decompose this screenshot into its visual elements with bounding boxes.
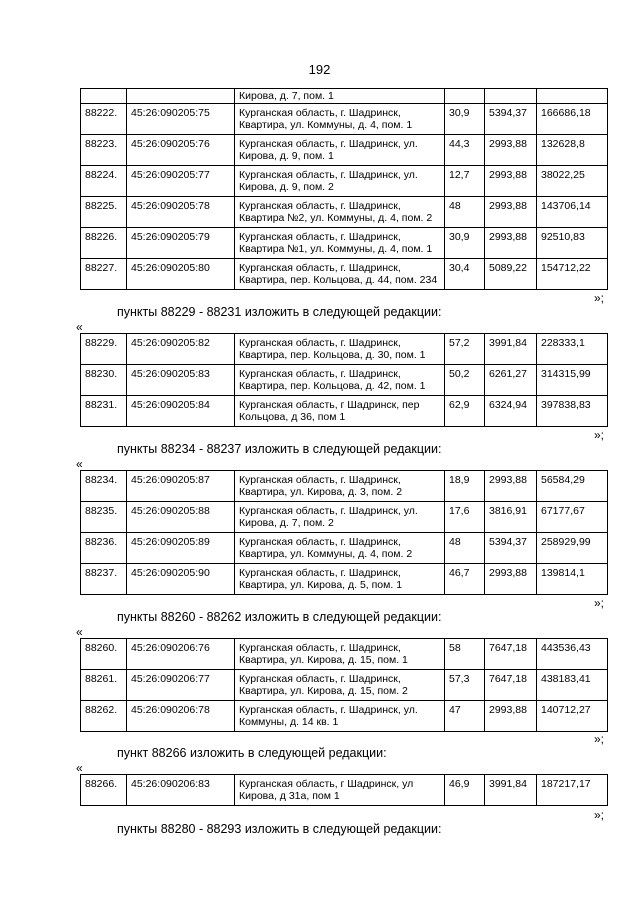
cell-total-value: 314315,99 bbox=[537, 365, 608, 396]
cell-area: 50,2 bbox=[445, 365, 485, 396]
cell-area: 46,7 bbox=[445, 564, 485, 595]
cell-item-number: 88223. bbox=[81, 135, 127, 166]
cell-total-value: 166686,18 bbox=[537, 104, 608, 135]
cell-unit-value: 2993,88 bbox=[485, 135, 537, 166]
cell-area: 30,9 bbox=[445, 104, 485, 135]
cell-area: 58 bbox=[445, 639, 485, 670]
cell-unit-value: 2993,88 bbox=[485, 471, 537, 502]
table-row bbox=[81, 89, 608, 104]
table-row bbox=[81, 135, 608, 166]
table-row bbox=[81, 639, 608, 670]
cell-address: Курганская область, г. Шадринск, Квартира №1, ул. Коммуны, д. 4, пом. 1 bbox=[235, 228, 445, 259]
cell-unit-value: 5394,37 bbox=[485, 533, 537, 564]
cell-unit-value: 7647,18 bbox=[485, 639, 537, 670]
amendment-heading: пункты 88280 - 88293 изложить в следующей редакции: bbox=[117, 822, 442, 836]
table-row bbox=[81, 396, 608, 427]
cell-cadastral-number: 45:26:090205:89 bbox=[127, 533, 235, 564]
cell-area: 18,9 bbox=[445, 471, 485, 502]
cell-unit-value bbox=[485, 89, 537, 104]
cell-cadastral-number: 45:26:090206:76 bbox=[127, 639, 235, 670]
cell-area: 17,6 bbox=[445, 502, 485, 533]
cell-cadastral-number: 45:26:090206:78 bbox=[127, 701, 235, 732]
opening-quote: « bbox=[76, 761, 83, 775]
cell-address: Курганская область, г. Шадринск, ул. Кирова, д. 9, пом. 2 bbox=[235, 166, 445, 197]
cell-total-value: 139814,1 bbox=[537, 564, 608, 595]
cell-address: Курганская область, г. Шадринск, Квартира, ул. Коммуны, д. 4, пом. 2 bbox=[235, 533, 445, 564]
cell-total-value: 143706,14 bbox=[537, 197, 608, 228]
cell-unit-value: 5089,22 bbox=[485, 259, 537, 290]
cell-cadastral-number: 45:26:090205:75 bbox=[127, 104, 235, 135]
cell-item-number: 88226. bbox=[81, 228, 127, 259]
cell-item-number: 88231. bbox=[81, 396, 127, 427]
cell-cadastral-number: 45:26:090205:76 bbox=[127, 135, 235, 166]
register-table-88266 bbox=[80, 774, 608, 806]
register-table-88234 bbox=[80, 470, 608, 595]
opening-quote: « bbox=[76, 457, 83, 471]
cell-cadastral-number: 45:26:090205:79 bbox=[127, 228, 235, 259]
amendment-heading: пункты 88234 - 88237 изложить в следующей редакции: bbox=[117, 442, 442, 456]
table-row bbox=[81, 775, 608, 806]
cell-item-number: 88236. bbox=[81, 533, 127, 564]
cell-unit-value: 6261,27 bbox=[485, 365, 537, 396]
cell-unit-value: 5394,37 bbox=[485, 104, 537, 135]
register-table-continued bbox=[80, 88, 608, 290]
cell-address: Курганская область, г. Шадринск, Квартира, пер. Кольцова, д. 30, пом. 1 bbox=[235, 334, 445, 365]
opening-quote: « bbox=[76, 625, 83, 639]
cell-unit-value: 3991,84 bbox=[485, 334, 537, 365]
cell-cadastral-number: 45:26:090205:84 bbox=[127, 396, 235, 427]
cell-total-value: 397838,83 bbox=[537, 396, 608, 427]
cell-item-number: 88260. bbox=[81, 639, 127, 670]
opening-quote: « bbox=[76, 320, 83, 334]
cell-area: 57,3 bbox=[445, 670, 485, 701]
table-row bbox=[81, 259, 608, 290]
cell-cadastral-number: 45:26:090205:88 bbox=[127, 502, 235, 533]
cell-area: 12,7 bbox=[445, 166, 485, 197]
cell-item-number: 88229. bbox=[81, 334, 127, 365]
cell-cadastral-number bbox=[127, 89, 235, 104]
page-number: 192 bbox=[308, 62, 331, 77]
cell-address: Курганская область, г. Шадринск, Квартира №2, ул. Коммуны, д. 4, пом. 2 bbox=[235, 197, 445, 228]
cell-item-number: 88237. bbox=[81, 564, 127, 595]
table-row bbox=[81, 334, 608, 365]
cell-address: Курганская область, г. Шадринск, Квартира, ул. Кирова, д. 3, пом. 2 bbox=[235, 471, 445, 502]
cell-unit-value: 2993,88 bbox=[485, 564, 537, 595]
table-row bbox=[81, 701, 608, 732]
cell-item-number bbox=[81, 89, 127, 104]
cell-item-number: 88261. bbox=[81, 670, 127, 701]
table-row bbox=[81, 228, 608, 259]
table-row bbox=[81, 533, 608, 564]
table-row bbox=[81, 365, 608, 396]
cell-item-number: 88234. bbox=[81, 471, 127, 502]
table-row bbox=[81, 502, 608, 533]
amendment-heading: пункты 88260 - 88262 изложить в следующей редакции: bbox=[117, 610, 442, 624]
closing-quote: »; bbox=[594, 596, 605, 610]
cell-total-value: 154712,22 bbox=[537, 259, 608, 290]
cell-item-number: 88262. bbox=[81, 701, 127, 732]
cell-address: Курганская область, г. Шадринск, Квартира, пер. Кольцова, д. 44, пом. 234 bbox=[235, 259, 445, 290]
cell-address: Курганская область, г. Шадринск, Квартира, ул. Кирова, д. 15, пом. 2 bbox=[235, 670, 445, 701]
cell-unit-value: 3816,91 bbox=[485, 502, 537, 533]
register-table-88260 bbox=[80, 638, 608, 732]
cell-cadastral-number: 45:26:090206:83 bbox=[127, 775, 235, 806]
cell-item-number: 88227. bbox=[81, 259, 127, 290]
cell-total-value: 187217,17 bbox=[537, 775, 608, 806]
cell-area: 47 bbox=[445, 701, 485, 732]
cell-unit-value: 2993,88 bbox=[485, 166, 537, 197]
cell-cadastral-number: 45:26:090205:83 bbox=[127, 365, 235, 396]
cell-cadastral-number: 45:26:090205:87 bbox=[127, 471, 235, 502]
cell-address: Курганская область, г. Шадринск, Квартира, ул. Кирова, д. 5, пом. 1 bbox=[235, 564, 445, 595]
cell-cadastral-number: 45:26:090205:77 bbox=[127, 166, 235, 197]
cell-total-value: 56584,29 bbox=[537, 471, 608, 502]
table-row bbox=[81, 471, 608, 502]
cell-area: 46,9 bbox=[445, 775, 485, 806]
cell-address: Курганская область, г. Шадринск, ул. Кирова, д. 9, пом. 1 bbox=[235, 135, 445, 166]
cell-total-value: 132628,8 bbox=[537, 135, 608, 166]
cell-unit-value: 7647,18 bbox=[485, 670, 537, 701]
cell-total-value: 38022,25 bbox=[537, 166, 608, 197]
cell-address: Курганская область, г. Шадринск, ул. Кирова, д. 7, пом. 2 bbox=[235, 502, 445, 533]
cell-item-number: 88230. bbox=[81, 365, 127, 396]
cell-item-number: 88225. bbox=[81, 197, 127, 228]
closing-quote: »; bbox=[594, 808, 605, 822]
cell-cadastral-number: 45:26:090205:82 bbox=[127, 334, 235, 365]
register-table-88229 bbox=[80, 333, 608, 427]
cell-cadastral-number: 45:26:090206:77 bbox=[127, 670, 235, 701]
cell-address: Кирова, д. 7, пом. 1 bbox=[235, 89, 445, 104]
table-row bbox=[81, 197, 608, 228]
closing-quote: »; bbox=[594, 428, 605, 442]
cell-unit-value: 2993,88 bbox=[485, 228, 537, 259]
cell-address: Курганская область, г. Шадринск, Квартира, ул. Кирова, д. 15, пом. 1 bbox=[235, 639, 445, 670]
closing-quote: »; bbox=[594, 732, 605, 746]
table-row bbox=[81, 564, 608, 595]
cell-unit-value: 3991,84 bbox=[485, 775, 537, 806]
cell-area: 30,4 bbox=[445, 259, 485, 290]
cell-total-value: 67177,67 bbox=[537, 502, 608, 533]
cell-unit-value: 2993,88 bbox=[485, 701, 537, 732]
cell-address: Курганская область, г Шадринск, пер Кольцова, д 36, пом 1 bbox=[235, 396, 445, 427]
cell-area: 48 bbox=[445, 533, 485, 564]
cell-item-number: 88235. bbox=[81, 502, 127, 533]
table-row bbox=[81, 166, 608, 197]
amendment-heading: пункт 88266 изложить в следующей редакции: bbox=[117, 746, 387, 760]
cell-cadastral-number: 45:26:090205:80 bbox=[127, 259, 235, 290]
cell-total-value: 140712,27 bbox=[537, 701, 608, 732]
closing-quote: »; bbox=[594, 291, 605, 305]
cell-area: 57,2 bbox=[445, 334, 485, 365]
cell-area bbox=[445, 89, 485, 104]
amendment-heading: пункты 88229 - 88231 изложить в следующей редакции: bbox=[117, 305, 442, 319]
cell-address: Курганская область, г. Шадринск, Квартира, пер. Кольцова, д. 42, пом. 1 bbox=[235, 365, 445, 396]
cell-item-number: 88266. bbox=[81, 775, 127, 806]
cell-cadastral-number: 45:26:090205:90 bbox=[127, 564, 235, 595]
cell-total-value: 258929,99 bbox=[537, 533, 608, 564]
cell-area: 62,9 bbox=[445, 396, 485, 427]
cell-total-value: 438183,41 bbox=[537, 670, 608, 701]
cell-area: 44,3 bbox=[445, 135, 485, 166]
cell-item-number: 88222. bbox=[81, 104, 127, 135]
cell-address: Курганская область, г Шадринск, ул Кирова, д 31а, пом 1 bbox=[235, 775, 445, 806]
cell-total-value: 443536,43 bbox=[537, 639, 608, 670]
cell-unit-value: 2993,88 bbox=[485, 197, 537, 228]
cell-cadastral-number: 45:26:090205:78 bbox=[127, 197, 235, 228]
cell-address: Курганская область, г. Шадринск, Квартира, ул. Коммуны, д. 4, пом. 1 bbox=[235, 104, 445, 135]
cell-area: 30,9 bbox=[445, 228, 485, 259]
cell-total-value: 92510,83 bbox=[537, 228, 608, 259]
cell-total-value bbox=[537, 89, 608, 104]
cell-unit-value: 6324,94 bbox=[485, 396, 537, 427]
cell-total-value: 228333,1 bbox=[537, 334, 608, 365]
table-row bbox=[81, 670, 608, 701]
table-row bbox=[81, 104, 608, 135]
cell-item-number: 88224. bbox=[81, 166, 127, 197]
cell-address: Курганская область, г. Шадринск, ул. Коммуны, д. 14 кв. 1 bbox=[235, 701, 445, 732]
cell-area: 48 bbox=[445, 197, 485, 228]
